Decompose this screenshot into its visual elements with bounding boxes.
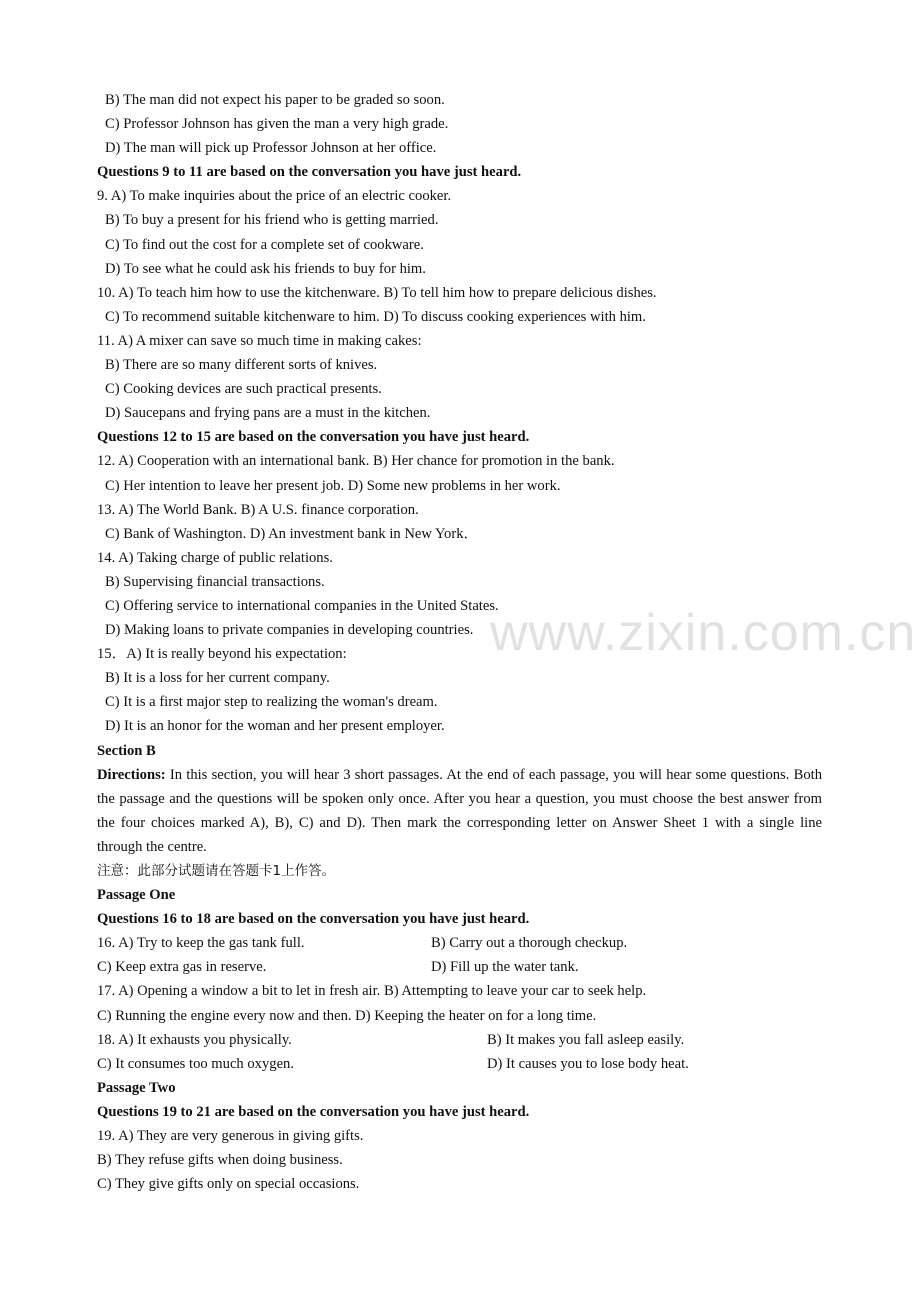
q8-option-b: B) The man did not expect his paper to be graded so soon. bbox=[105, 92, 445, 108]
q19-option-b: B) They refuse gifts when doing business. bbox=[97, 1152, 343, 1169]
q16-option-b: B) Carry out a thorough checkup. bbox=[431, 935, 628, 952]
questions-19-21-heading: Questions 19 to 21 are based on the conversation you have just heard. bbox=[97, 1103, 530, 1120]
q18-row-cd bbox=[97, 1052, 822, 1076]
q18-row-ab bbox=[97, 1028, 822, 1052]
q14-option-c: C) Offering service to international companies in the United States. bbox=[105, 597, 499, 614]
q8-option-d: D) The man will pick up Professor Johnson at her office. bbox=[105, 140, 437, 157]
directions-paragraph bbox=[97, 763, 822, 859]
q15-option-c: C) It is a first major step to realizing the woman's dream. bbox=[105, 694, 438, 711]
questions-12-15-heading: Questions 12 to 15 are based on the conversation you have just heard. bbox=[97, 429, 530, 446]
q18-option-b: B) It makes you fall asleep easily. bbox=[487, 1031, 685, 1048]
q16-row-cd bbox=[97, 955, 822, 979]
q19-option-a: 19. A) They are very generous in giving gifts. bbox=[97, 1128, 364, 1145]
q16-row-ab bbox=[97, 931, 822, 955]
document-page bbox=[97, 88, 822, 1196]
q11-option-b: B) There are so many different sorts of knives. bbox=[105, 357, 378, 374]
q9-option-c: C) To find out the cost for a complete set of cookware. bbox=[105, 236, 424, 253]
q18-option-a: 18. A) It exhausts you physically. bbox=[97, 1031, 292, 1048]
q11-option-d: D) Saucepans and frying pans are a must in the kitchen. bbox=[105, 405, 431, 422]
directions-text: In this section, you will hear 3 short passages. At the end of each passage, you will hear some questions. Both the passage and the questions will be spoken only once. After you hear a question, you must choose the best answer from the four choices marked A), B), C) and D). Then mark the corresponding letter on Answer Sheet 1 with a single line through the centre. bbox=[97, 766, 822, 855]
q16-option-d: D) Fill up the water tank. bbox=[431, 959, 579, 976]
q12-options-ab: 12. A) Cooperation with an international bank. B) Her chance for promotion in the bank. bbox=[97, 453, 615, 470]
q16-option-c: C) Keep extra gas in reserve. bbox=[97, 959, 267, 976]
q17-options-cd: C) Running the engine every now and then. D) Keeping the heater on for a long time. bbox=[97, 1007, 597, 1024]
q15-option-d: D) It is an honor for the woman and her present employer. bbox=[105, 718, 445, 735]
q19-option-c: C) They give gifts only on special occasions. bbox=[97, 1176, 360, 1193]
q11-option-a: 11. A) A mixer can save so much time in making cakes: bbox=[97, 332, 422, 349]
passage-one-heading: Passage One bbox=[97, 887, 176, 904]
q13-options-ab: 13. A) The World Bank. B) A U.S. finance corporation. bbox=[97, 501, 419, 518]
q14-option-d: D) Making loans to private companies in developing countries. bbox=[105, 622, 474, 639]
q12-options-cd: C) Her intention to leave her present job. D) Some new problems in her work. bbox=[105, 477, 561, 494]
section-b-heading: Section B bbox=[97, 742, 156, 759]
chinese-note: 注意：此部分试题请在答题卡1上作答。 bbox=[97, 863, 336, 879]
q9-option-a: 9. A) To make inquiries about the price of an electric cooker. bbox=[97, 188, 452, 205]
passage-two-heading: Passage Two bbox=[97, 1079, 176, 1096]
q11-option-c: C) Cooking devices are such practical presents. bbox=[105, 381, 382, 398]
q9-option-d: D) To see what he could ask his friends to buy for him. bbox=[105, 260, 426, 277]
questions-9-11-heading: Questions 9 to 11 are based on the conversation you have just heard. bbox=[97, 164, 522, 181]
q18-option-d: D) It causes you to lose body heat. bbox=[487, 1055, 689, 1072]
q18-option-c: C) It consumes too much oxygen. bbox=[97, 1055, 294, 1072]
directions-label: Directions: bbox=[97, 766, 166, 783]
q10-options-cd: C) To recommend suitable kitchenware to him. D) To discuss cooking experiences with him. bbox=[105, 308, 646, 325]
q14-option-b: B) Supervising financial transactions. bbox=[105, 573, 325, 590]
q8-option-c: C) Professor Johnson has given the man a very high grade. bbox=[105, 116, 449, 133]
q16-option-a: 16. A) Try to keep the gas tank full. bbox=[97, 935, 305, 952]
q9-option-b: B) To buy a present for his friend who is getting married. bbox=[105, 212, 439, 229]
q13-options-cd: C) Bank of Washington. D) An investment bank in New York． bbox=[105, 525, 479, 542]
questions-16-18-heading: Questions 16 to 18 are based on the conversation you have just heard. bbox=[97, 911, 530, 928]
q15-option-a: 15．A) It is really beyond his expectation: bbox=[97, 646, 347, 663]
q14-option-a: 14. A) Taking charge of public relations. bbox=[97, 549, 333, 566]
q17-options-ab: 17. A) Opening a window a bit to let in fresh air. B) Attempting to leave your car to seek help. bbox=[97, 983, 647, 1000]
watermark: www.zixin.com.cn bbox=[490, 604, 917, 662]
q10-options-ab: 10. A) To teach him how to use the kitchenware. B) To tell him how to prepare delicious dishes. bbox=[97, 284, 657, 301]
q15-option-b: B) It is a loss for her current company. bbox=[105, 670, 330, 687]
